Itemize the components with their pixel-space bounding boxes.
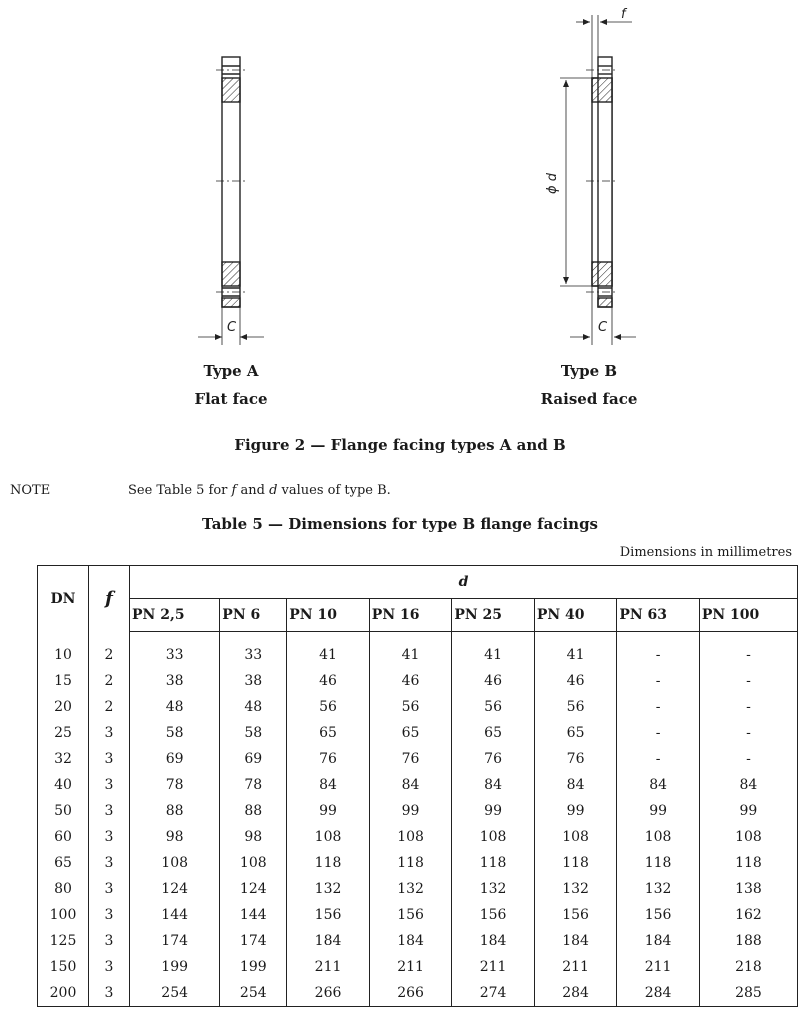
cell-d: 118 [617, 850, 700, 876]
header-dn: DN [38, 566, 89, 632]
cell-d: 108 [699, 824, 797, 850]
cell-f: 2 [89, 694, 130, 720]
cell-d: 144 [130, 902, 220, 928]
note-text-mid: and [236, 483, 270, 498]
cell-d: 266 [287, 980, 370, 1007]
cell-d: 99 [699, 798, 797, 824]
cell-d: 156 [534, 902, 617, 928]
table-row [38, 928, 798, 954]
cell-d: - [617, 668, 700, 694]
table-row [38, 694, 798, 720]
cell-f: 3 [89, 850, 130, 876]
cell-d: 199 [220, 954, 287, 980]
cell-d: 108 [287, 824, 370, 850]
table-body [38, 632, 798, 1007]
cell-f: 3 [89, 876, 130, 902]
cell-d: 46 [534, 668, 617, 694]
cell-d: 162 [699, 902, 797, 928]
cell-d: 56 [369, 694, 452, 720]
dim-c-label-b: C [598, 320, 608, 335]
cell-d: 41 [452, 632, 535, 669]
cell-d: 98 [220, 824, 287, 850]
cell-d: 84 [452, 772, 535, 798]
cell-f: 3 [89, 772, 130, 798]
cell-d: 118 [534, 850, 617, 876]
cell-d: - [699, 668, 797, 694]
header-pn: PN 10 [287, 599, 370, 632]
cell-d: 56 [534, 694, 617, 720]
type-b-drawing [560, 15, 636, 345]
cell-d: 78 [130, 772, 220, 798]
table-row [38, 772, 798, 798]
dimensions-table [37, 565, 798, 1007]
cell-f: 3 [89, 980, 130, 1007]
cell-d: 174 [130, 928, 220, 954]
cell-dn: 100 [38, 902, 89, 928]
cell-d: 108 [220, 850, 287, 876]
cell-d: 108 [617, 824, 700, 850]
cell-d: 84 [617, 772, 700, 798]
cell-d: 184 [452, 928, 535, 954]
note-text [128, 483, 391, 498]
cell-d: 174 [220, 928, 287, 954]
cell-d: 108 [452, 824, 535, 850]
cell-d: 132 [369, 876, 452, 902]
cell-d: 76 [452, 746, 535, 772]
units-note: Dimensions in millimetres [619, 545, 792, 560]
cell-d: 65 [287, 720, 370, 746]
note-f: f [231, 483, 237, 498]
cell-d: - [699, 720, 797, 746]
cell-dn: 60 [38, 824, 89, 850]
cell-d: 118 [699, 850, 797, 876]
cell-d: 41 [369, 632, 452, 669]
cell-dn: 15 [38, 668, 89, 694]
cell-d: - [699, 632, 797, 669]
cell-d: 138 [699, 876, 797, 902]
cell-d: 84 [534, 772, 617, 798]
cell-f: 3 [89, 798, 130, 824]
table-row [38, 720, 798, 746]
cell-d: 38 [130, 668, 220, 694]
cell-d: 38 [220, 668, 287, 694]
header-pn: PN 25 [452, 599, 535, 632]
cell-d: 211 [452, 954, 535, 980]
cell-d: 285 [699, 980, 797, 1007]
cell-d: 108 [534, 824, 617, 850]
cell-d: 98 [130, 824, 220, 850]
cell-dn: 200 [38, 980, 89, 1007]
table-row [38, 980, 798, 1007]
note-text-before: See Table 5 for [128, 483, 232, 498]
header-pn: PN 6 [220, 599, 287, 632]
cell-d: 33 [130, 632, 220, 669]
cell-d: 65 [534, 720, 617, 746]
cell-dn: 65 [38, 850, 89, 876]
header-pn: PN 40 [534, 599, 617, 632]
note-d: d [269, 483, 278, 498]
cell-d: 188 [699, 928, 797, 954]
cell-d: 274 [452, 980, 535, 1007]
cell-d: 284 [534, 980, 617, 1007]
cell-dn: 40 [38, 772, 89, 798]
cell-f: 3 [89, 824, 130, 850]
type-b-title: Type B [560, 362, 618, 380]
table-row [38, 902, 798, 928]
cell-d: 124 [220, 876, 287, 902]
cell-d: 84 [369, 772, 452, 798]
cell-d: 48 [130, 694, 220, 720]
cell-dn: 125 [38, 928, 89, 954]
cell-d: 46 [369, 668, 452, 694]
cell-d: 156 [369, 902, 452, 928]
cell-d: 218 [699, 954, 797, 980]
cell-dn: 10 [38, 632, 89, 669]
cell-d: 199 [130, 954, 220, 980]
note-label: NOTE [10, 483, 51, 498]
cell-d: 99 [287, 798, 370, 824]
cell-d: 211 [617, 954, 700, 980]
type-b-subtitle: Raised face [540, 390, 638, 408]
cell-d: - [699, 746, 797, 772]
cell-f: 3 [89, 954, 130, 980]
cell-d: 118 [369, 850, 452, 876]
table-row [38, 668, 798, 694]
cell-d: 48 [220, 694, 287, 720]
cell-d: 46 [452, 668, 535, 694]
cell-d: - [699, 694, 797, 720]
header-f: f [89, 566, 130, 632]
table-row [38, 824, 798, 850]
table-caption: Table 5 — Dimensions for type B flange facings [201, 515, 599, 533]
cell-d: 99 [369, 798, 452, 824]
type-a-title: Type A [203, 362, 259, 380]
cell-d: 284 [617, 980, 700, 1007]
cell-d: 84 [287, 772, 370, 798]
cell-d: 132 [287, 876, 370, 902]
cell-d: 33 [220, 632, 287, 669]
cell-d: 118 [287, 850, 370, 876]
table-row [38, 746, 798, 772]
cell-d: 78 [220, 772, 287, 798]
cell-d: - [617, 746, 700, 772]
table-row [38, 798, 798, 824]
cell-f: 3 [89, 746, 130, 772]
cell-d: 108 [130, 850, 220, 876]
cell-d: 76 [287, 746, 370, 772]
cell-d: 65 [369, 720, 452, 746]
header-pn: PN 100 [699, 599, 797, 632]
cell-d: 254 [220, 980, 287, 1007]
cell-f: 3 [89, 928, 130, 954]
cell-d: 156 [287, 902, 370, 928]
cell-d: 41 [287, 632, 370, 669]
cell-d: 46 [287, 668, 370, 694]
cell-d: 69 [130, 746, 220, 772]
cell-d: 108 [369, 824, 452, 850]
cell-dn: 80 [38, 876, 89, 902]
table-row [38, 850, 798, 876]
dim-f-label: f [621, 7, 626, 22]
cell-d: 132 [617, 876, 700, 902]
pn-header-row [38, 599, 798, 632]
cell-d: 56 [452, 694, 535, 720]
cell-d: - [617, 694, 700, 720]
cell-dn: 25 [38, 720, 89, 746]
cell-d: 99 [452, 798, 535, 824]
cell-d: 184 [369, 928, 452, 954]
cell-d: 58 [130, 720, 220, 746]
cell-d: 99 [534, 798, 617, 824]
cell-d: 211 [369, 954, 452, 980]
cell-dn: 32 [38, 746, 89, 772]
cell-d: 156 [617, 902, 700, 928]
cell-d: 58 [220, 720, 287, 746]
cell-d: 88 [220, 798, 287, 824]
cell-dn: 50 [38, 798, 89, 824]
cell-d: 132 [452, 876, 535, 902]
cell-d: 184 [617, 928, 700, 954]
cell-d: 132 [534, 876, 617, 902]
dim-c-label-a: C [227, 320, 237, 335]
cell-f: 3 [89, 902, 130, 928]
cell-d: 84 [699, 772, 797, 798]
cell-d: 184 [534, 928, 617, 954]
cell-d: 156 [452, 902, 535, 928]
type-a-subtitle: Flat face [194, 390, 268, 408]
cell-d: 254 [130, 980, 220, 1007]
cell-d: - [617, 632, 700, 669]
table-row [38, 954, 798, 980]
cell-f: 2 [89, 632, 130, 669]
header-pn: PN 63 [617, 599, 700, 632]
header-d: d [130, 566, 798, 599]
cell-d: 211 [534, 954, 617, 980]
note-text-after: values of type B. [277, 483, 391, 498]
cell-d: 124 [130, 876, 220, 902]
cell-d: 211 [287, 954, 370, 980]
cell-d: 56 [287, 694, 370, 720]
header-pn: PN 16 [369, 599, 452, 632]
cell-d: 65 [452, 720, 535, 746]
cell-d: 118 [452, 850, 535, 876]
cell-d: 144 [220, 902, 287, 928]
cell-dn: 150 [38, 954, 89, 980]
cell-d: 76 [369, 746, 452, 772]
cell-d: 88 [130, 798, 220, 824]
table-row [38, 632, 798, 669]
cell-d: 76 [534, 746, 617, 772]
cell-d: 266 [369, 980, 452, 1007]
cell-f: 3 [89, 720, 130, 746]
cell-d: 69 [220, 746, 287, 772]
header-pn: PN 2,5 [130, 599, 220, 632]
cell-d: 41 [534, 632, 617, 669]
cell-dn: 20 [38, 694, 89, 720]
cell-d: 99 [617, 798, 700, 824]
type-a-drawing [198, 57, 264, 345]
cell-d: - [617, 720, 700, 746]
figure-caption: Figure 2 — Flange facing types A and B [234, 436, 566, 454]
table-row [38, 876, 798, 902]
cell-f: 2 [89, 668, 130, 694]
dim-d-label: ϕ d [545, 173, 560, 194]
cell-d: 184 [287, 928, 370, 954]
